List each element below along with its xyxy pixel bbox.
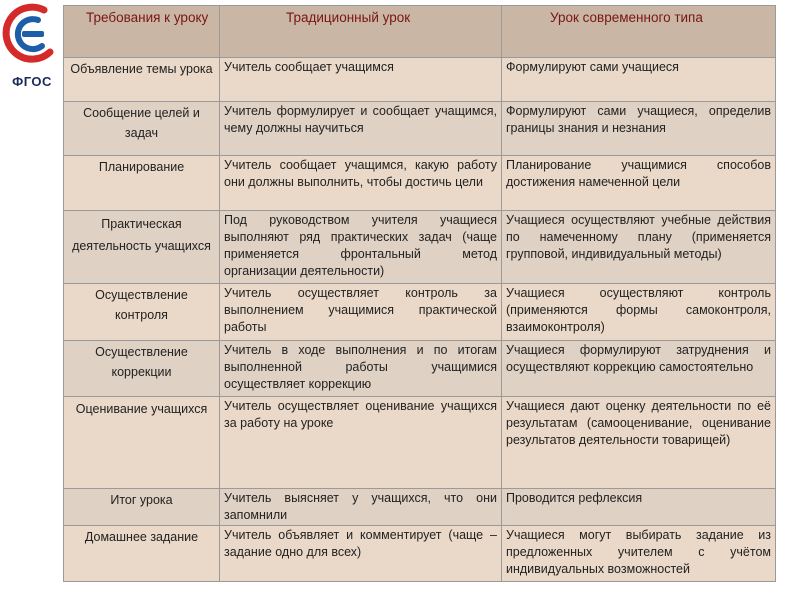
- table-row: [64, 156, 776, 211]
- traditional-cell: Учитель осуществляет контроль за выполнением учащимися практической работы: [220, 284, 502, 341]
- requirement-cell: Домашнее задание: [64, 526, 220, 582]
- header-modern: Урок современного типа: [502, 6, 776, 58]
- modern-cell: Проводится рефлексия: [502, 489, 776, 526]
- requirement-cell: Осуществление контроля: [64, 284, 220, 341]
- requirement-cell: Практическая деятельность учащихся: [64, 211, 220, 284]
- table-row: [64, 489, 776, 526]
- table-row: [64, 526, 776, 582]
- modern-cell: Учащиеся осуществляют контроль (применяются формы самоконтроля, взаимоконтроля): [502, 284, 776, 341]
- traditional-cell: Учитель осуществляет оценивание учащихся за работу на уроке: [220, 397, 502, 489]
- traditional-cell: Учитель сообщает учащимся, какую работу они должны выполнить, чтобы достичь цели: [220, 156, 502, 211]
- modern-cell: Формулируют сами учащиеся, определив границы знания и незнания: [502, 102, 776, 156]
- table-row: [64, 397, 776, 489]
- requirement-cell: Планирование: [64, 156, 220, 211]
- table-row: [64, 102, 776, 156]
- table-row: [64, 341, 776, 397]
- requirement-cell: Оценивание учащихся: [64, 397, 220, 489]
- traditional-cell: Учитель выясняет у учащихся, что они запомнили: [220, 489, 502, 526]
- header-traditional: Традиционный урок: [220, 6, 502, 58]
- traditional-cell: Учитель сообщает учащимся: [220, 58, 502, 102]
- logo-label: ФГОС: [12, 74, 52, 89]
- traditional-cell: Учитель объявляет и комментирует (чаще – задание одно для всех): [220, 526, 502, 582]
- requirement-cell: Осуществление коррекции: [64, 341, 220, 397]
- header-requirements: Требования к уроку: [64, 6, 220, 58]
- modern-cell: Планирование учащимися способов достижения намеченной цели: [502, 156, 776, 211]
- modern-cell: Формулируют сами учащиеся: [502, 58, 776, 102]
- traditional-cell: Учитель формулирует и сообщает учащимся, чему должны научиться: [220, 102, 502, 156]
- requirement-cell: Итог урока: [64, 489, 220, 526]
- table-header: [64, 6, 776, 58]
- table-row: [64, 284, 776, 341]
- fgos-logo: [2, 2, 60, 92]
- traditional-cell: Учитель в ходе выполнения и по итогам выполненной работы учащимися осуществляет коррекцию: [220, 341, 502, 397]
- modern-cell: Учащиеся осуществляют учебные действия по намеченному плану (применяется групповой, индивидуальный методы): [502, 211, 776, 284]
- fgos-emblem-icon: [2, 2, 60, 74]
- requirement-cell: Объявление темы урока: [64, 58, 220, 102]
- modern-cell: Учащиеся формулируют затруднения и осуществляют коррекцию самостоятельно: [502, 341, 776, 397]
- table-row: [64, 58, 776, 102]
- table-row: [64, 211, 776, 284]
- modern-cell: Учащиеся дают оценку деятельности по её результатам (самооценивание, оценивание результатов деятельности товарищей): [502, 397, 776, 489]
- lesson-comparison-table: [63, 5, 776, 582]
- requirement-cell: Сообщение целей и задач: [64, 102, 220, 156]
- modern-cell: Учащиеся могут выбирать задание из предложенных учителем с учётом индивидуальных возможностей: [502, 526, 776, 582]
- traditional-cell: Под руководством учителя учащиеся выполняют ряд практических задач (чаще применяется фронтальный метод организации деятельности): [220, 211, 502, 284]
